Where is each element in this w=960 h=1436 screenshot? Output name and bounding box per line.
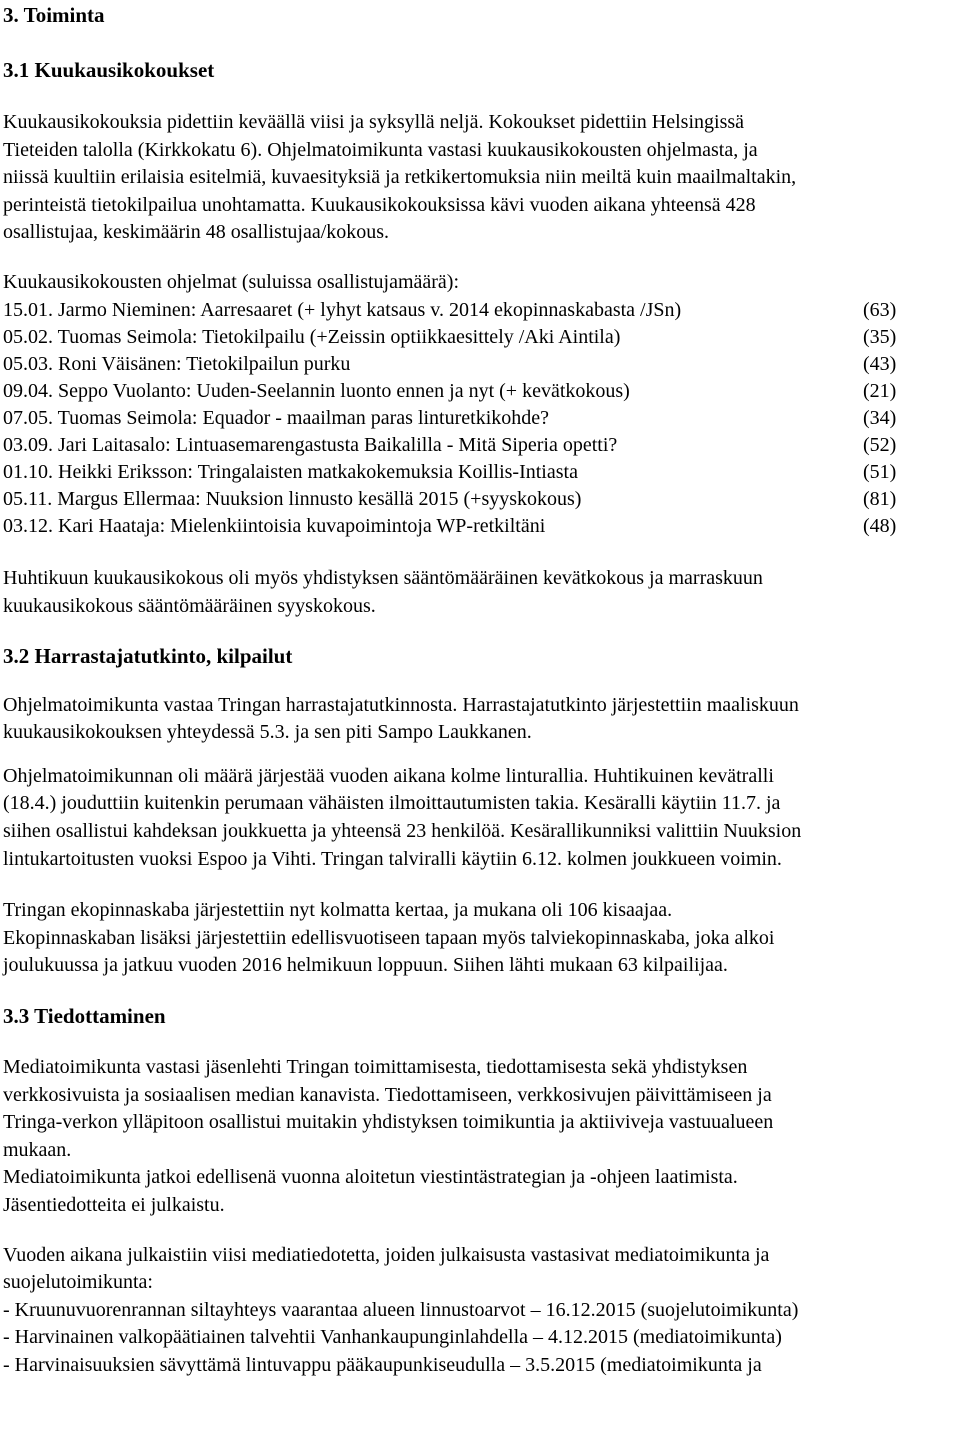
text-line: niissä kuultiin erilaisia esitelmiä, kuvaesityksiä ja retkikertomuksia niin meiltä kuin maailmaltakin, [3, 166, 797, 189]
meeting-row [3, 432, 958, 459]
meeting-date: 03.09. [3, 434, 58, 457]
text-line: lintukartoitusten vuoksi Espoo ja Vihti. Tringan talviralli käytiin 6.12. kolmen joukkueen voimin. [3, 847, 782, 870]
meeting-title: Margus Ellermaa: Nuuksion linnusto kesällä 2015 (+syyskokous) [57, 488, 582, 511]
meeting-date: 05.03. [3, 352, 58, 375]
meeting-row [3, 513, 958, 540]
text-line: Tieteiden talolla (Kirkkokatu 6). Ohjelmatoimikunta vastasi kuukausikokousten ohjelmasta, ja [3, 138, 758, 161]
text-line: suojelutoimikunta: [3, 1271, 153, 1294]
meeting-attendance: (48) [863, 515, 897, 538]
meeting-attendance: (35) [863, 325, 897, 348]
meeting-attendance: (43) [863, 352, 897, 375]
meeting-attendance: (81) [863, 488, 897, 511]
meeting-title: Seppo Vuolanto: Uuden-Seelannin luonto ennen ja nyt (+ kevätkokous) [58, 379, 630, 402]
text-line: - Kruunuvuorenrannan siltayhteys vaarantaa alueen linnustoarvot – 16.12.2015 (suojelutoimikunta) [3, 1298, 799, 1321]
paragraph [3, 1242, 958, 1380]
meeting-row [3, 351, 958, 378]
meeting-row [3, 324, 958, 351]
meeting-attendance: (51) [863, 461, 897, 484]
text-line: Tringan ekopinnaskaba järjestettiin nyt kolmatta kertaa, ja mukana oli 106 kisaajaa. [3, 899, 673, 922]
text-line: Huhtikuun kuukausikokous oli myös yhdistyksen sääntömääräinen kevätkokous ja marraskuun [3, 567, 763, 590]
paragraph [3, 897, 958, 980]
meeting-row [3, 486, 958, 513]
meeting-attendance: (34) [863, 406, 897, 429]
meeting-date: 09.04. [3, 379, 58, 402]
section-heading-3-2: 3.2 Harrastajatutkinto, kilpailut [3, 643, 293, 668]
text-line: joulukuussa ja jatkuu vuoden 2016 helmikuun loppuun. Siihen lähti mukaan 63 kilpailijaa. [3, 954, 728, 977]
meeting-list [3, 297, 958, 541]
text-line: verkkosivuista ja sosiaalisen median kanavista. Tiedottamiseen, verkkosivujen päivittämiseen ja [3, 1083, 772, 1106]
meeting-attendance: (52) [863, 434, 897, 457]
meeting-date: 05.02. [3, 325, 58, 348]
section-heading-3-3: 3.3 Tiedottaminen [3, 1003, 166, 1028]
meeting-row [3, 459, 958, 486]
text-line: Ekopinnaskaban lisäksi järjestettiin edellisvuotiseen tapaan myös talviekopinnaskaba, joka alkoi [3, 926, 775, 949]
text-line: Mediatoimikunta jatkoi edellisenä vuonna aloitetun viestintästrategian ja -ohjeen laatimista. [3, 1166, 738, 1189]
meeting-row [3, 378, 958, 405]
text-line: - Harvinainen valkopäätiainen talvehtii Vanhankaupunginlahdella – 4.12.2015 (mediatoimikunta) [3, 1326, 782, 1349]
meeting-title: Roni Väisänen: Tietokilpailun purku [58, 352, 351, 375]
intro-paragraph [3, 109, 958, 247]
text-line: Tringa-verkon ylläpitoon osallistui muitakin yhdistyksen toimikuntia ja aktiiviveja vastuualueen [3, 1111, 774, 1134]
text-line: kuukausikokous sääntömääräinen syyskokous. [3, 595, 376, 617]
meeting-title: Tuomas Seimola: Equador - maailman paras linturetkikohde? [57, 406, 550, 429]
program-heading: Kuukausikokousten ohjelmat (suluissa osallistujamäärä): [3, 270, 460, 293]
paragraph [3, 692, 958, 747]
document-page [3, 0, 958, 1379]
meeting-date: 03.12. [3, 515, 58, 538]
text-line: Mediatoimikunta vastasi jäsenlehti Tringan toimittamisesta, tiedottamisesta sekä yhdistyksen [3, 1055, 748, 1078]
text-line: Vuoden aikana julkaistiin viisi mediatiedotetta, joiden julkaisusta vastasivat mediatoimikunta ja [3, 1243, 770, 1266]
paragraph [3, 1054, 958, 1220]
meeting-title: Tuomas Seimola: Tietokilpailu (+Zeissin optiikkaesittely /Aki Aintila) [57, 325, 621, 348]
meeting-date: 15.01. [3, 298, 58, 321]
section-heading-3: 3. Toiminta [3, 3, 105, 27]
meeting-title: Jarmo Nieminen: Aarresaaret (+ lyhyt katsaus v. 2014 ekopinnaskabasta /JSn) [58, 298, 682, 321]
meeting-title: Heikki Eriksson: Tringalaisten matkakokemuksia Koillis-Intiasta [58, 461, 578, 484]
meeting-attendance: (63) [863, 298, 897, 321]
text-line: perinteistä tietokilpailua unohtamatta. Kuukausikokouksissa kävi vuoden aikana yhteensä 428 [3, 193, 756, 216]
text-line: Ohjelmatoimikunta vastaa Tringan harrastajatutkinnosta. Harrastajatutkinto järjestettiin maaliskuun [3, 693, 799, 716]
text-line: - Harvinaisuuksien sävyttämä lintuvappu pääkaupunkiseudulla – 3.5.2015 (mediatoimikunta ja [3, 1353, 762, 1376]
meeting-title: Kari Haataja: Mielenkiintoisia kuvapoimintoja WP-retkiltäni [58, 515, 546, 538]
section-heading-3-1: 3.1 Kuukausikokoukset [3, 58, 215, 82]
text-line: siihen osallistui kahdeksan joukkuetta ja yhteensä 23 henkilöä. Kesärallikunniksi valittiin Nuuksion [3, 819, 802, 842]
text-line: Ohjelmatoimikunnan oli määrä järjestää vuoden aikana kolme linturallia. Huhtikuinen kevätralli [3, 764, 774, 787]
text-line: kuukausikokouksen yhteydessä 5.3. ja sen piti Sampo Laukkanen. [3, 721, 532, 744]
paragraph [3, 763, 958, 873]
text-line: mukaan. [3, 1138, 72, 1161]
meeting-row [3, 405, 958, 432]
meeting-date: 01.10. [3, 461, 58, 484]
text-line: Kuukausikokouksia pidettiin keväällä viisi ja syksyllä neljä. Kokoukset pidettiin Helsingissä [3, 111, 745, 133]
closing-paragraph [3, 565, 958, 620]
text-line: Jäsentiedotteita ei julkaistu. [3, 1193, 225, 1216]
meeting-row [3, 297, 958, 324]
meeting-date: 05.11. [3, 488, 58, 511]
text-line: (18.4.) jouduttiin kuitenkin perumaan vähäisten ilmoittautumisten takia. Kesäralli käytiin 11.7. ja [3, 792, 781, 815]
meeting-attendance: (21) [863, 379, 897, 402]
text-line: osallistujaa, keskimäärin 48 osallistujaa/kokous. [3, 221, 390, 244]
meeting-title: Jari Laitasalo: Lintuasemarengastusta Baikalilla - Mitä Siperia opetti? [58, 434, 618, 457]
meeting-date: 07.05. [3, 406, 58, 429]
